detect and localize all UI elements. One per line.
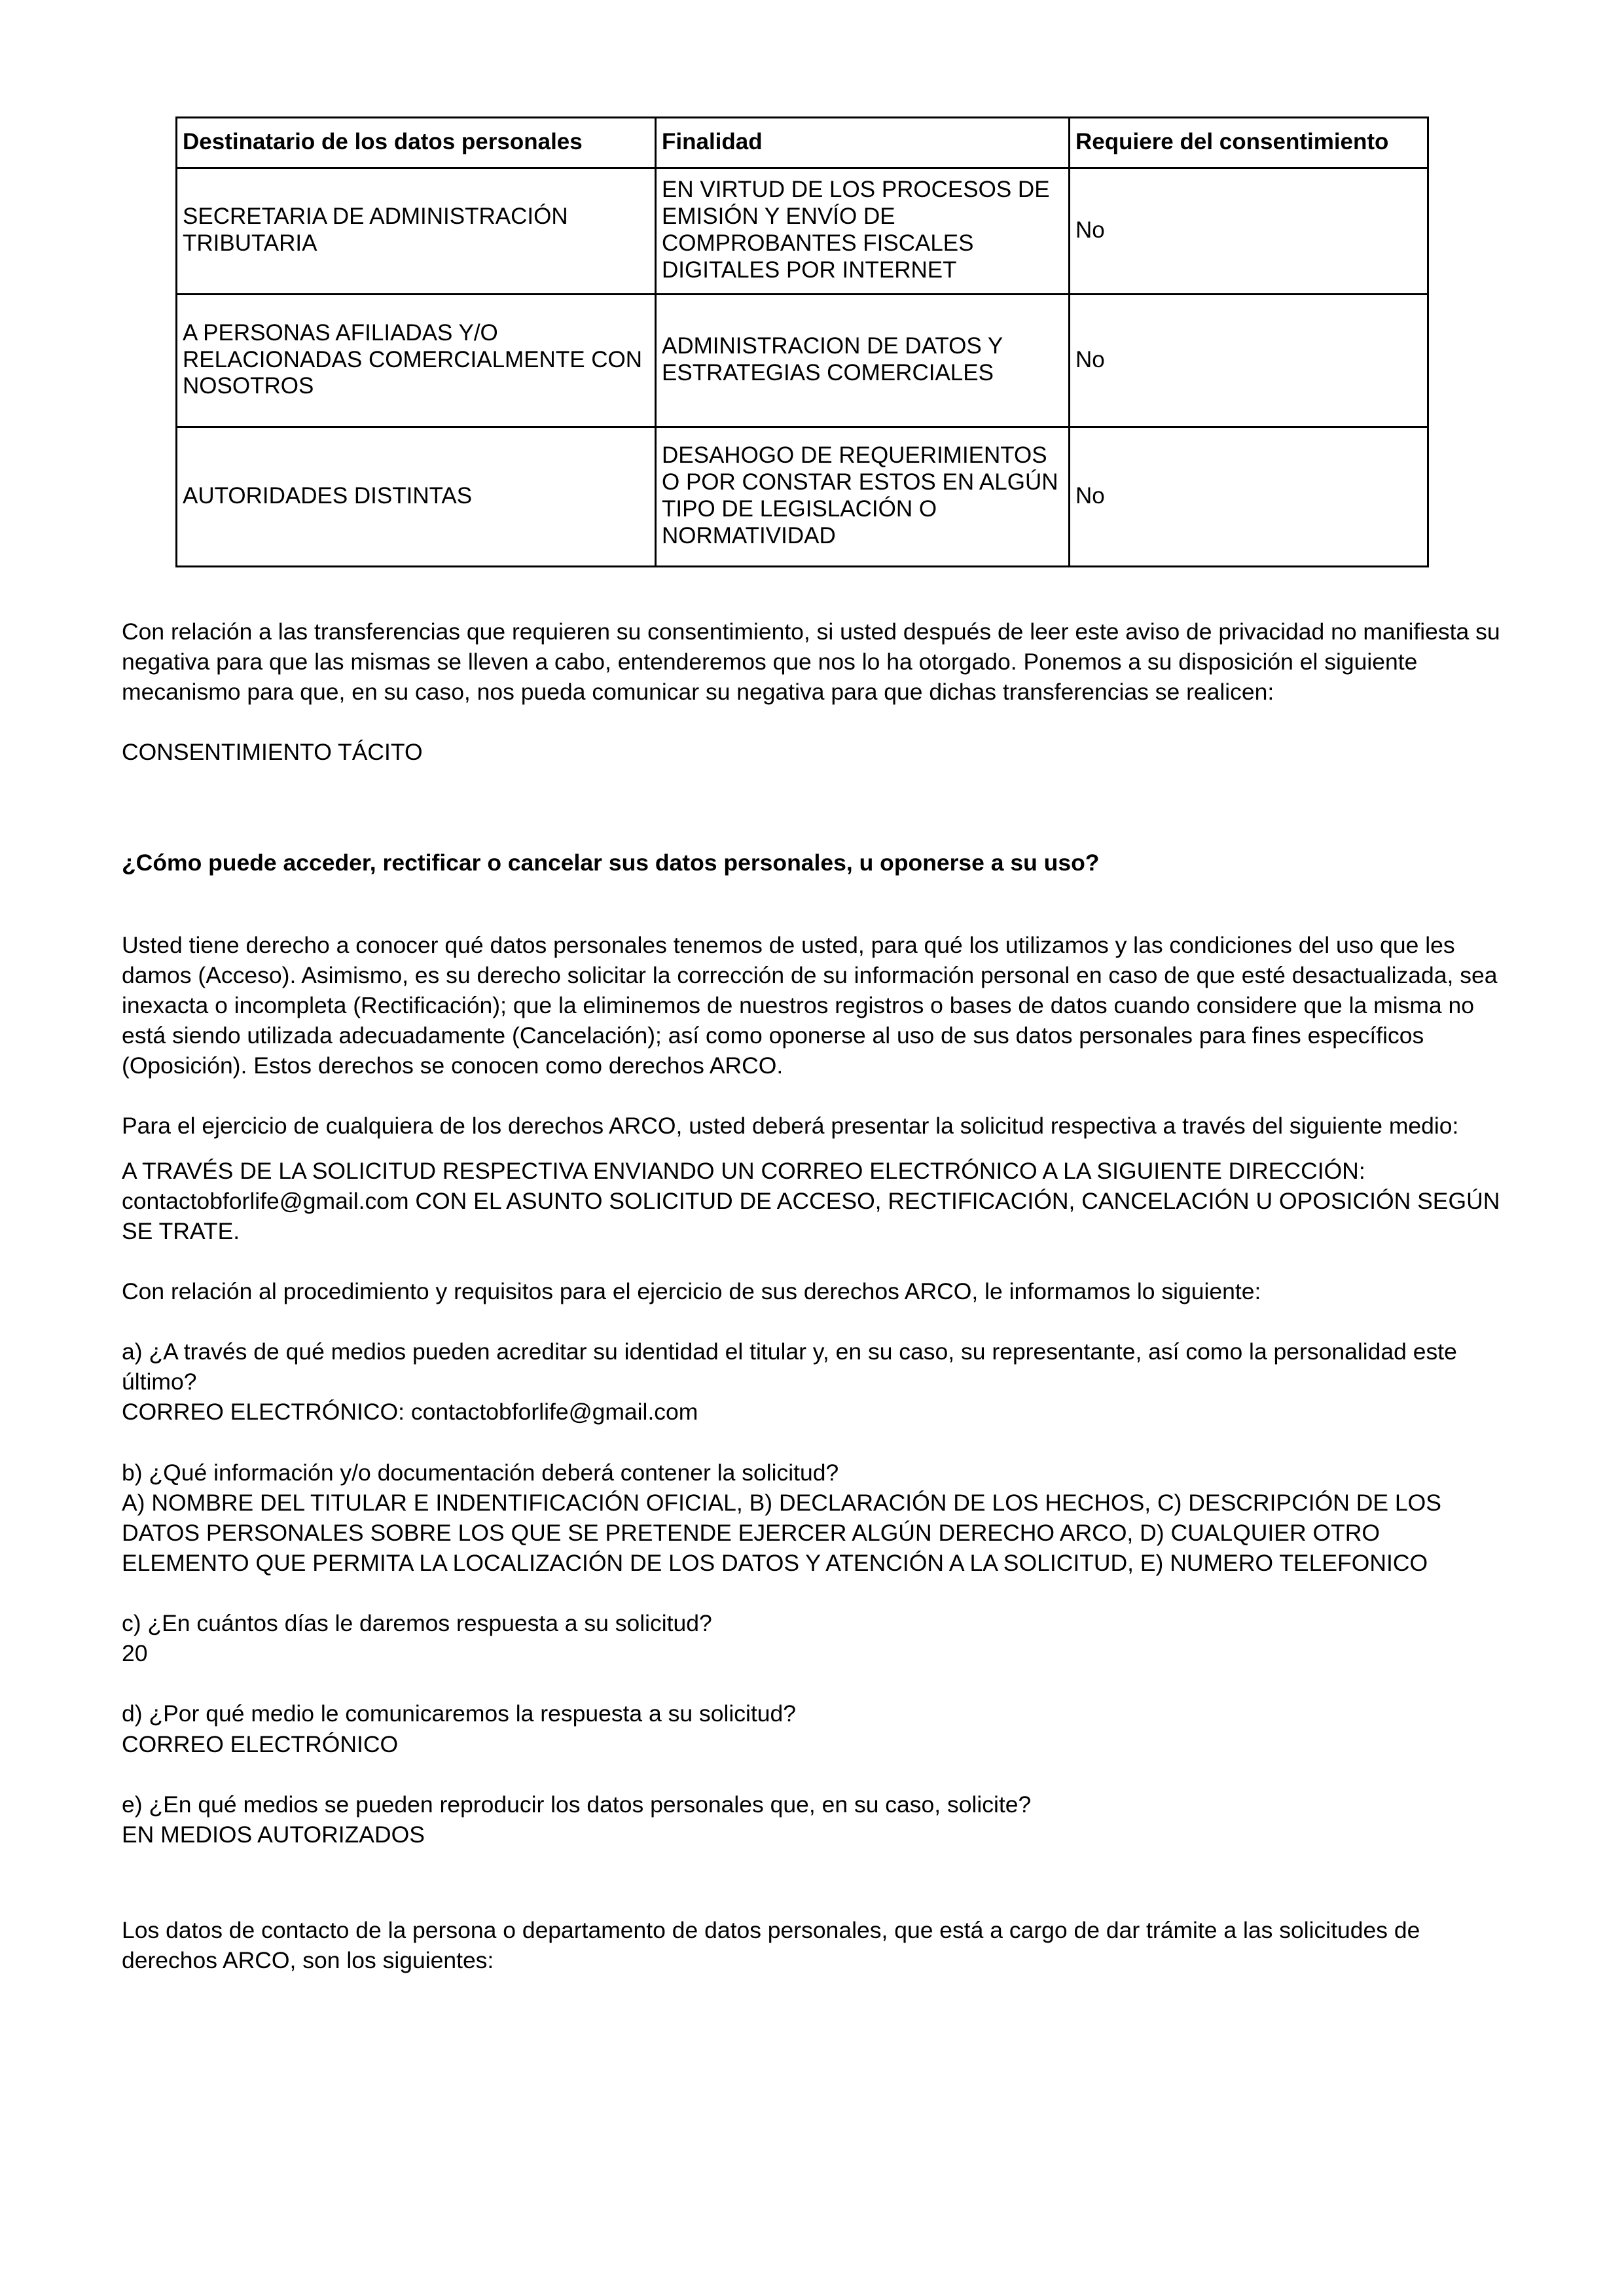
table-row bbox=[177, 168, 1428, 295]
column-header-finalidad: Finalidad bbox=[656, 118, 1070, 168]
document-body bbox=[122, 617, 1503, 1975]
cell-finalidad: DESAHOGO DE REQUERIMIENTOS O POR CONSTAR ESTOS EN ALGÚN TIPO DE LEGISLACIÓN O NORMATIVIDAD bbox=[656, 427, 1070, 567]
question-c: c) ¿En cuántos días le daremos respuesta a su solicitud? bbox=[122, 1610, 712, 1637]
cell-destinatario: SECRETARIA DE ADMINISTRACIÓN TRIBUTARIA bbox=[177, 168, 656, 295]
table-row bbox=[177, 427, 1428, 567]
paragraph-ejercicio-arco: Para el ejercicio de cualquiera de los derechos ARCO, usted deberá presentar la solicitud respectiva a través del siguiente medio: bbox=[122, 1113, 1459, 1139]
spacer bbox=[122, 1759, 1503, 1789]
heading-derechos-arco: ¿Cómo puede acceder, rectificar o cancelar sus datos personales, u oponerse a su uso? bbox=[122, 849, 1100, 876]
table-header-row bbox=[177, 118, 1428, 168]
spacer bbox=[122, 768, 1503, 848]
spacer bbox=[122, 1306, 1503, 1336]
paragraph-derechos-arco: Usted tiene derecho a conocer qué datos personales tenemos de usted, para qué los utilizamos y las condiciones del uso que les damos (Acceso). Asimismo, es su derecho solicitar la corrección de su información personal en caso de que esté desactualizada, sea inexacta o incompleta (Rectificación); que la eliminemos de nuestros registros o bases de datos cuando considere que la misma no está siendo utilizada adecuadamente (Cancelación); así como oponerse al uso de sus datos personales para fines específicos (Oposición). Estos derechos se conocen como derechos ARCO. bbox=[122, 931, 1498, 1079]
paragraph-transferencias: Con relación a las transferencias que requieren su consentimiento, si usted después de leer este aviso de privacidad no manifiesta su negativa para que las mismas se lleven a cabo, entenderemos que nos lo ha otorgado. Ponemos a su disposición el siguiente mecanismo para que, en su caso, nos pueda comunicar su negativa para que dichas transferencias se realicen: bbox=[122, 619, 1500, 706]
spacer bbox=[122, 1246, 1503, 1276]
cell-consentimiento: No bbox=[1070, 168, 1428, 295]
spacer bbox=[122, 878, 1503, 930]
paragraph-consentimiento-tacito: CONSENTIMIENTO TÁCITO bbox=[122, 739, 423, 766]
table-header bbox=[177, 118, 1428, 168]
table-row bbox=[177, 295, 1428, 427]
paragraph-datos-contacto: Los datos de contacto de la persona o departamento de datos personales, que está a cargo de dar trámite a las solicitudes de derechos ARCO, son los siguientes: bbox=[122, 1916, 1420, 1974]
answer-c: 20 bbox=[122, 1640, 148, 1667]
question-d: d) ¿Por qué medio le comunicaremos la respuesta a su solicitud? bbox=[122, 1700, 797, 1727]
answer-d: CORREO ELECTRÓNICO bbox=[122, 1731, 399, 1757]
paragraph-medio-solicitud: A TRAVÉS DE LA SOLICITUD RESPECTIVA ENVIANDO UN CORREO ELECTRÓNICO A LA SIGUIENTE DIRECCIÓN: contactobforlife@gmail.com CON EL ASUNTO SOLICITUD DE ACCESO, RECTIFICACIÓN, CANCELACIÓN U OPOSICIÓN SEGÚN SE TRATE. bbox=[122, 1157, 1500, 1244]
cell-destinatario: A PERSONAS AFILIADAS Y/O RELACIONADAS COMERCIALMENTE CON NOSOTROS bbox=[177, 295, 656, 427]
question-a: a) ¿A través de qué medios pueden acreditar su identidad el titular y, en su caso, su representante, así como la personalidad este último? bbox=[122, 1338, 1457, 1395]
spacer bbox=[122, 1578, 1503, 1608]
spacer bbox=[122, 1427, 1503, 1458]
answer-b: A) NOMBRE DEL TITULAR E INDENTIFICACIÓN OFICIAL, B) DECLARACIÓN DE LOS HECHOS, C) DESCRIPCIÓN DE LOS DATOS PERSONALES SOBRE LOS QUE SE PRETENDE EJERCER ALGÚN DERECHO ARCO, D) CUALQUIER OTRO ELEMENTO QUE PERMITA LA LOCALIZACIÓN DE LOS DATOS Y ATENCIÓN A LA SOLICITUD, E) NUMERO TELEFONICO bbox=[122, 1489, 1441, 1576]
spacer bbox=[122, 1081, 1503, 1111]
transfers-table-container bbox=[175, 117, 1427, 567]
cell-consentimiento: No bbox=[1070, 295, 1428, 427]
answer-e: EN MEDIOS AUTORIZADOS bbox=[122, 1821, 425, 1848]
paragraph-procedimiento-requisitos: Con relación al procedimiento y requisitos para el ejercicio de sus derechos ARCO, le informamos lo siguiente: bbox=[122, 1278, 1261, 1304]
answer-a: CORREO ELECTRÓNICO: contactobforlife@gmail.com bbox=[122, 1399, 698, 1426]
table-body bbox=[177, 168, 1428, 567]
spacer bbox=[122, 1850, 1503, 1915]
spacer bbox=[122, 1668, 1503, 1698]
cell-destinatario: AUTORIDADES DISTINTAS bbox=[177, 427, 656, 567]
cell-consentimiento: No bbox=[1070, 427, 1428, 567]
cell-finalidad: ADMINISTRACION DE DATOS Y ESTRATEGIAS COMERCIALES bbox=[656, 295, 1070, 427]
spacer bbox=[122, 707, 1503, 737]
column-header-consentimiento: Requiere del consentimiento bbox=[1070, 118, 1428, 168]
column-header-destinatario: Destinatario de los datos personales bbox=[177, 118, 656, 168]
question-e: e) ¿En qué medios se pueden reproducir los datos personales que, en su caso, solicite? bbox=[122, 1791, 1032, 1818]
spacer bbox=[122, 1141, 1503, 1156]
transfers-table bbox=[175, 117, 1429, 567]
question-b: b) ¿Qué información y/o documentación deberá contener la solicitud? bbox=[122, 1459, 839, 1486]
cell-finalidad: EN VIRTUD DE LOS PROCESOS DE EMISIÓN Y ENVÍO DE COMPROBANTES FISCALES DIGITALES POR INTERNET bbox=[656, 168, 1070, 295]
